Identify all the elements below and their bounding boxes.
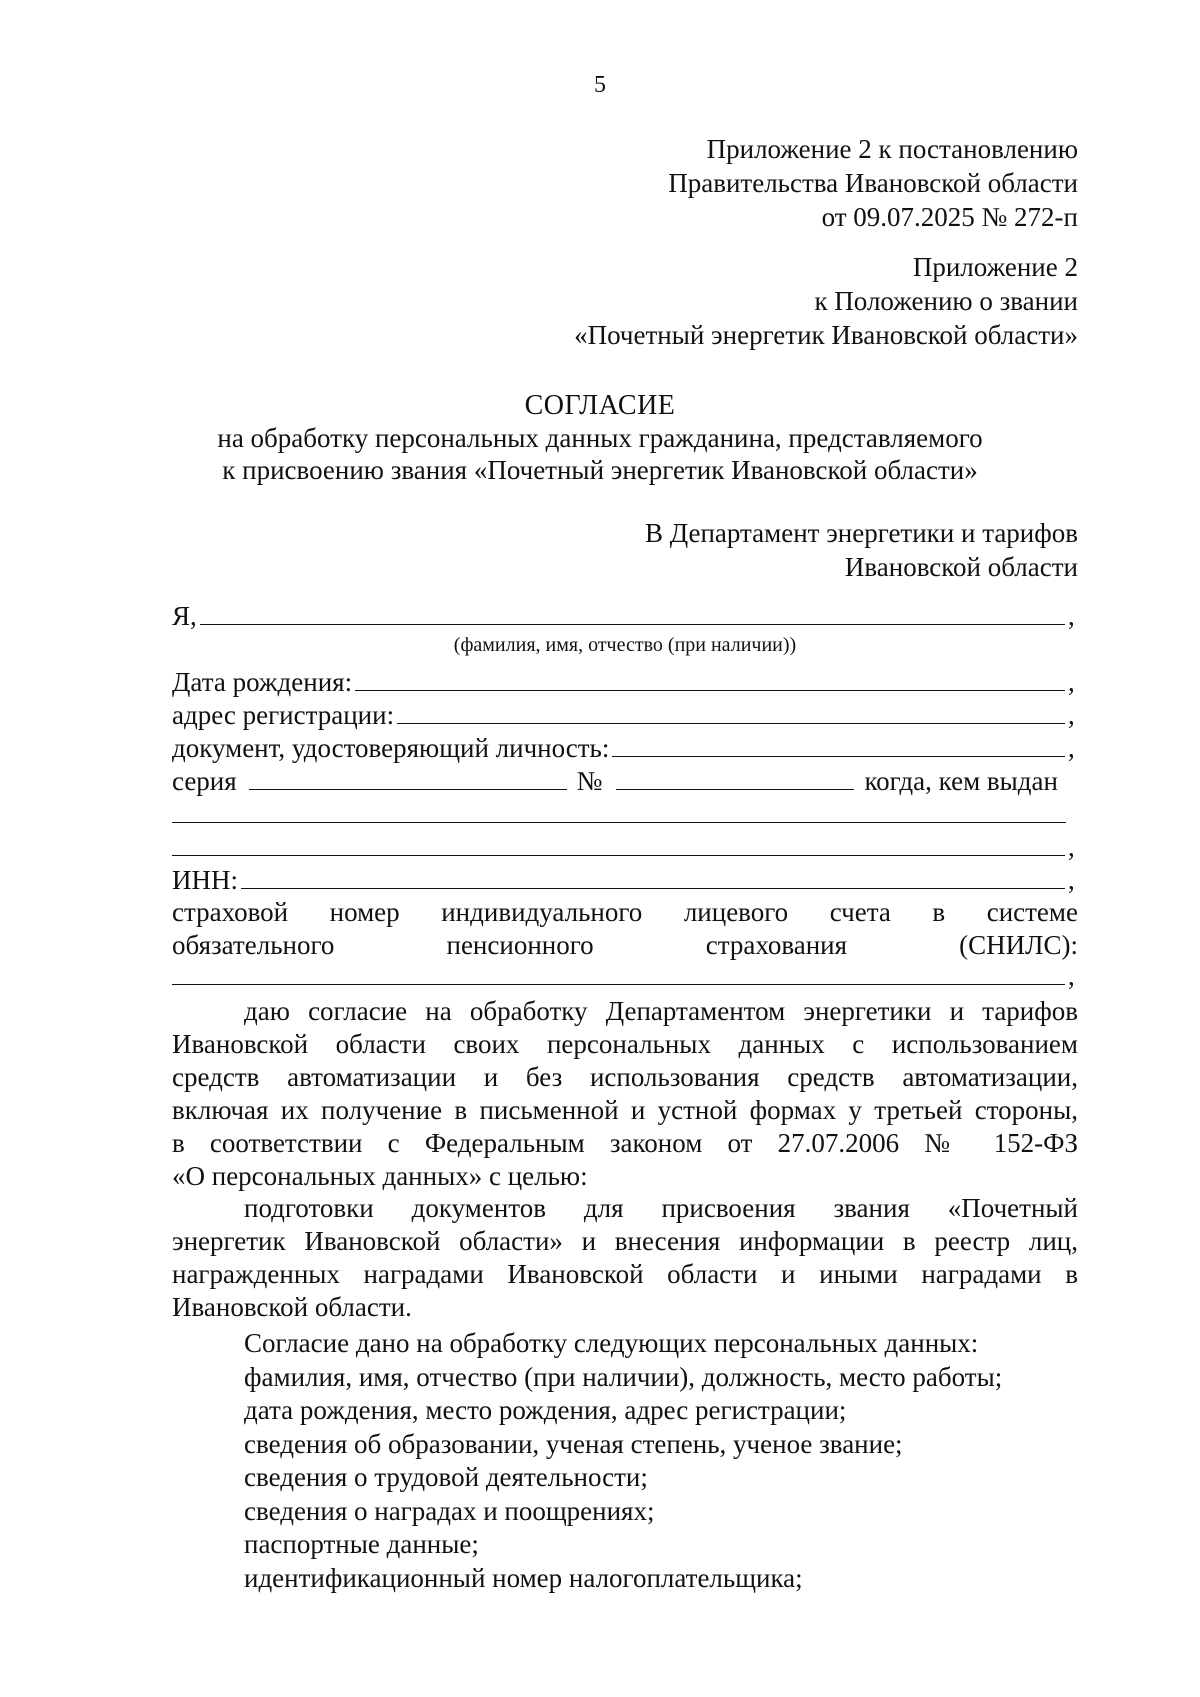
- addressee: [645, 516, 1078, 584]
- snils-word: (СНИЛС):: [959, 930, 1078, 960]
- paragraph-line: в соответствии с Федеральным законом от 27.07.2006 № 152-ФЗ: [172, 1128, 1078, 1158]
- snils-field[interactable]: [172, 983, 1065, 985]
- list-item: Согласие дано на обработку следующих персональных данных:: [244, 1328, 979, 1358]
- list-item: дата рождения, место рождения, адрес регистрации;: [244, 1395, 847, 1425]
- paragraph-line: награжденных наградами Ивановской области и иными наградами в: [172, 1259, 1078, 1289]
- list-item: сведения об образовании, ученая степень, ученое звание;: [244, 1428, 903, 1459]
- purpose-paragraph: [172, 1192, 1078, 1324]
- id-document-row: [172, 730, 1078, 764]
- appendix-header-line: Правительства Ивановской области: [668, 168, 1078, 198]
- issued-by-field-2[interactable]: [172, 854, 1065, 856]
- list-item: сведения о наградах и поощрениях;: [244, 1495, 655, 1526]
- addressee-line: Ивановской области: [844, 552, 1078, 582]
- issued-by-field[interactable]: [172, 821, 1066, 823]
- series-row: [172, 763, 1078, 797]
- list-item: паспортные данные;: [244, 1529, 479, 1559]
- snils-word: лицевого: [683, 897, 789, 927]
- registration-label: адрес регистрации:: [172, 700, 395, 730]
- name-caption: (фамилия, имя, отчество (при наличии)): [453, 634, 797, 656]
- registration-field[interactable]: [397, 722, 1065, 724]
- list-item: идентификационный номер налогоплательщика;: [244, 1562, 803, 1593]
- inn-field[interactable]: [241, 887, 1065, 889]
- snils-word: в: [932, 897, 946, 927]
- paragraph-line: даю согласие на обработку Департаментом энергетики и тарифов: [244, 996, 1078, 1026]
- appendix-regulation-line: «Почетный энергетик Ивановской области»: [574, 320, 1078, 350]
- name-row: [172, 598, 1078, 632]
- comma: ,: [1068, 667, 1075, 697]
- snils-row: [172, 958, 1078, 992]
- paragraph-line: включая их получение в письменной и устной формах у третьей стороны,: [172, 1095, 1078, 1125]
- series-field[interactable]: [249, 788, 567, 790]
- appendix-header-line: Приложение 2 к постановлению: [706, 134, 1078, 164]
- title-subtitle: к присвоению звания «Почетный энергетик Ивановской области»: [222, 455, 978, 485]
- snils-word: страхования: [705, 930, 848, 960]
- number-label: №: [576, 766, 603, 796]
- snils-word: обязательного: [172, 930, 335, 960]
- inn-row: [172, 862, 1078, 896]
- snils-line-1: [172, 895, 1078, 929]
- page-number: 5: [594, 72, 606, 98]
- snils-word: страховой: [172, 897, 289, 927]
- title-main: СОГЛАСИЕ: [524, 390, 676, 421]
- paragraph-line: Ивановской области своих персональных данных с использованием: [172, 1029, 1078, 1059]
- addressee-line: В Департамент энергетики и тарифов: [644, 518, 1078, 548]
- snils-word: счета: [829, 897, 891, 927]
- appendix-header: [668, 132, 1078, 234]
- list-item: фамилия, имя, отчество (при наличии), должность, место работы;: [244, 1361, 1003, 1392]
- appendix-regulation: [574, 250, 1078, 352]
- title-subtitle: на обработку персональных данных гражданина, представляемого: [217, 423, 983, 453]
- number-field[interactable]: [616, 788, 854, 790]
- id-document-label: документ, удостоверяющий личность:: [172, 733, 610, 763]
- personal-data-list: [244, 1327, 1002, 1595]
- appendix-regulation-line: к Положению о звании: [814, 286, 1078, 316]
- snils-word: пенсионного: [446, 930, 594, 960]
- id-document-field[interactable]: [612, 755, 1065, 757]
- birth-date-row: [172, 664, 1078, 698]
- paragraph-line: энергетик Ивановской области» и внесения информации в реестр лиц,: [172, 1226, 1078, 1256]
- registration-row: [172, 697, 1078, 731]
- inn-label: ИНН:: [172, 865, 238, 895]
- birth-date-label: Дата рождения:: [172, 667, 353, 697]
- snils-word: индивидуального: [441, 897, 643, 927]
- appendix-header-line: от 09.07.2025 № 272-п: [821, 202, 1078, 232]
- list-item: сведения о трудовой деятельности;: [244, 1462, 648, 1492]
- issued-by-row-2: [172, 829, 1078, 863]
- consent-paragraph: [172, 995, 1078, 1193]
- i-label: Я,: [172, 601, 197, 631]
- comma: ,: [1068, 733, 1075, 763]
- birth-date-field[interactable]: [355, 689, 1065, 691]
- comma: ,: [1068, 601, 1075, 631]
- comma: ,: [1068, 832, 1075, 862]
- paragraph-line: подготовки документов для присвоения звания «Почетный: [244, 1193, 1078, 1223]
- document-title: [0, 390, 1200, 486]
- snils-word: системе: [986, 897, 1078, 927]
- comma: ,: [1068, 700, 1075, 730]
- comma: ,: [1068, 865, 1075, 895]
- appendix-regulation-line: Приложение 2: [912, 252, 1078, 282]
- paragraph-line: Ивановской области.: [172, 1292, 412, 1322]
- issued-by-row: [172, 796, 1078, 830]
- comma: ,: [1068, 961, 1075, 991]
- series-label: серия: [172, 766, 237, 796]
- issued-label: когда, кем выдан: [864, 766, 1058, 796]
- snils-line-2: [172, 928, 1078, 962]
- name-field[interactable]: [200, 623, 1065, 625]
- paragraph-line: «О персональных данных» с целью:: [172, 1161, 588, 1191]
- snils-word: номер: [329, 897, 400, 927]
- paragraph-line: средств автоматизации и без использования средств автоматизации,: [172, 1062, 1078, 1092]
